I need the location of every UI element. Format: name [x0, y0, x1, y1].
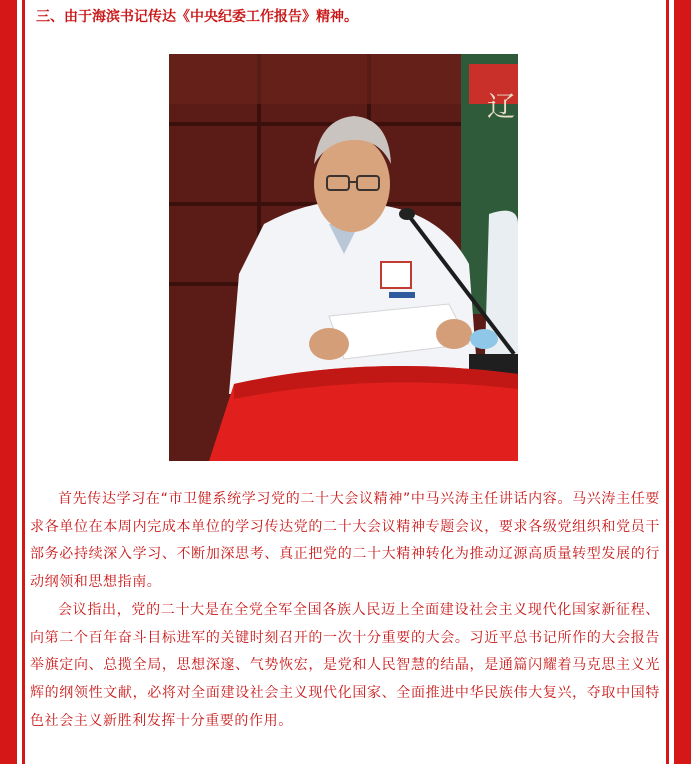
left-red-border	[0, 0, 17, 764]
svg-text:辽: 辽	[487, 90, 516, 123]
right-red-border	[674, 0, 691, 764]
right-red-border-line	[666, 0, 669, 764]
meeting-photo	[169, 54, 518, 461]
article-body	[30, 486, 660, 735]
section-heading: 三、由于海滨书记传达《中央纪委工作报告》精神。	[36, 9, 358, 25]
paragraph-1: 首先传达学习在“市卫健系统学习党的二十大会议精神”中马兴涛主任讲话内容。马兴涛主任要求各单位在本周内完成本单位的学习传达党的二十大会议精神专题会议，要求各级党组织和党员干部务必持续深入学习、不断加深思考、真正把党的二十大精神转化为推动辽源高质量转型发展的行动纲领和思想指南。	[30, 491, 660, 591]
paragraph-2: 会议指出，党的二十大是在全党全军全国各族人民迈上全面建设社会主义现代化国家新征程、向第二个百年奋斗目标进军的关键时刻召开的一次十分重要的大会。习近平总书记所作的大会报告举旗定向、总揽全局，思想深邃、气势恢宏，是党和人民智慧的结晶，是通篇闪耀着马克思主义光辉的纲领性文献，必将对全面建设社会主义现代化国家、全面推进中华民族伟大复兴，夺取中国特色社会主义新胜利发挥十分重要的作用。	[30, 601, 660, 729]
left-red-border-line	[22, 0, 25, 764]
photo-speaker-reading-document	[169, 54, 518, 461]
